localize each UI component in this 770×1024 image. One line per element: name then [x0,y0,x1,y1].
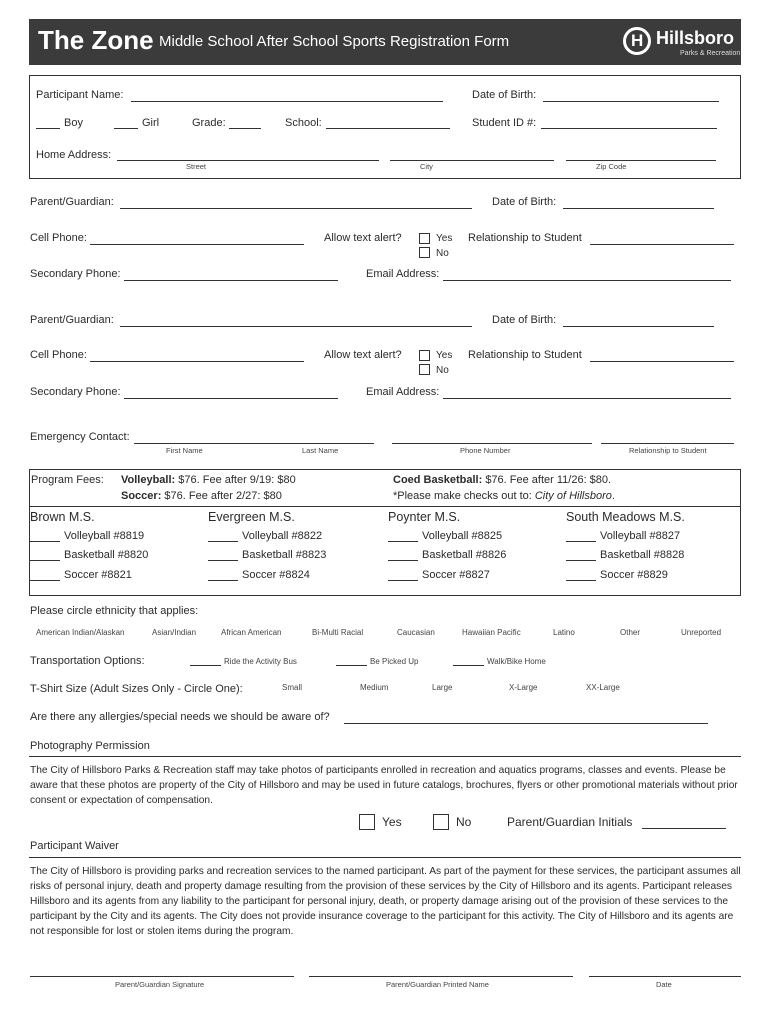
guardian1-text-alert-no-label: No [436,248,449,259]
emergency-contact-label: Emergency Contact: [30,431,130,443]
tshirt-size-option[interactable]: Large [432,683,453,692]
volleyball-fee: Volleyball: $76. Fee after 9/19: $80 [121,474,296,486]
ethnicity-option[interactable]: Unreported [681,628,722,637]
poynter-basketball-field[interactable] [388,560,418,561]
evergreen-soccer-field[interactable] [208,580,238,581]
boy-field[interactable] [36,128,60,129]
guardian2-label: Parent/Guardian: [30,314,114,326]
evergreen-basketball-label: Basketball #8823 [242,549,327,561]
emergency-phone-caption: Phone Number [460,446,511,455]
brown-basketball-field[interactable] [30,560,60,561]
photo-yes-label: Yes [382,815,402,829]
ethnicity-option[interactable]: Other [620,628,641,637]
photography-text: The City of Hillsboro Parks & Recreation staff may take photos of participants enrolled in recreation and aquatics programs, classes and events. Please be aware that these photos are property of the City of Hillsboro and may be used in future catalogs, brochures, flyers or other promotional materials without prior consent or expectation of compensation. [30,765,738,806]
printed-name-field[interactable] [309,976,573,977]
ethnicity-option[interactable]: Asian/Indian [152,628,197,637]
basketball-fee: Coed Basketball: $76. Fee after 11/26: $80. [393,474,612,486]
city-field[interactable] [390,160,554,161]
fees-divider [29,506,741,507]
school-field[interactable] [326,128,450,129]
guardian2-cell-field[interactable] [90,361,304,362]
guardian2-email-field[interactable] [443,398,731,399]
ethnicity-option[interactable]: Bi-Multi Racial [312,628,364,637]
participant-dob-field[interactable] [543,101,719,102]
hillsboro-logo-icon: H [623,27,651,55]
home-address-label: Home Address: [36,149,112,161]
student-id-field[interactable] [541,128,717,129]
girl-field[interactable] [114,128,138,129]
form-title: The Zone [38,25,154,55]
photography-heading: Photography Permission [30,740,150,752]
poynter-soccer-label: Soccer #8827 [422,569,490,581]
evergreen-volleyball-label: Volleyball #8822 [242,530,323,542]
initials-field[interactable] [642,828,726,829]
brown-soccer-label: Soccer #8821 [64,569,132,581]
tshirt-label: T-Shirt Size (Adult Sizes Only - Circle One): [30,683,243,695]
photo-no-checkbox[interactable] [433,814,449,830]
boy-label: Boy [64,117,83,129]
logo-name: Hillsboro [656,28,735,48]
form-header [29,19,741,65]
transport-walk-field[interactable] [453,665,484,666]
guardian1-name-field[interactable] [120,208,472,209]
emergency-name-field[interactable] [134,443,374,444]
guardian1-cell-label: Cell Phone: [30,232,87,244]
transport-bus-field[interactable] [190,665,221,666]
poynter-volleyball-field[interactable] [388,541,418,542]
guardian2-text-alert-no-checkbox[interactable] [419,364,430,375]
guardian2-name-field[interactable] [120,326,472,327]
guardian1-text-alert-label: Allow text alert? [324,232,402,244]
guardian1-relationship-label: Relationship to Student [468,232,582,244]
tshirt-size-option[interactable]: Small [282,683,303,692]
school-poynter-name: Poynter M.S. [388,510,461,524]
poynter-basketball-label: Basketball #8826 [422,549,507,561]
guardian2-text-alert-yes-label: Yes [436,350,453,361]
brown-soccer-field[interactable] [30,580,60,581]
guardian1-secondary-field[interactable] [124,280,338,281]
south-meadows-volleyball-field[interactable] [566,541,596,542]
guardian2-relationship-label: Relationship to Student [468,349,582,361]
zip-caption: Zip Code [596,162,627,171]
guardian1-label: Parent/Guardian: [30,196,114,208]
guardian1-cell-field[interactable] [90,244,304,245]
street-field[interactable] [117,160,379,161]
transport-bus-label: Ride the Activity Bus [224,657,297,666]
evergreen-basketball-field[interactable] [208,560,238,561]
guardian2-email-label: Email Address: [366,386,440,398]
participant-name-label: Participant Name: [36,89,124,101]
south-meadows-basketball-label: Basketball #8828 [600,549,685,561]
city-caption: City [420,162,433,171]
emergency-last-caption: Last Name [302,446,339,455]
emergency-phone-field[interactable] [392,443,592,444]
brown-volleyball-label: Volleyball #8819 [64,530,145,542]
guardian1-email-label: Email Address: [366,268,440,280]
ethnicity-option[interactable]: American Indian/Alaskan [36,628,125,637]
program-fees-label: Program Fees: [31,474,104,486]
guardian2-secondary-label: Secondary Phone: [30,386,121,398]
emergency-relationship-field[interactable] [601,443,734,444]
ethnicity-option[interactable]: African American [221,628,282,637]
brown-volleyball-field[interactable] [30,541,60,542]
street-caption: Street [186,162,207,171]
ethnicity-label: Please circle ethnicity that applies: [30,605,199,617]
participant-dob-label: Date of Birth: [472,89,537,101]
signature-field[interactable] [30,976,294,977]
waiver-heading: Participant Waiver [30,840,119,852]
zip-field[interactable] [566,160,716,161]
guardian2-text-alert-label: Allow text alert? [324,349,402,361]
grade-field[interactable] [229,128,261,129]
south-meadows-basketball-field[interactable] [566,560,596,561]
photo-yes-checkbox[interactable] [359,814,375,830]
guardian2-relationship-field[interactable] [590,361,734,362]
guardian1-text-alert-yes-label: Yes [436,233,453,244]
tshirt-size-option[interactable]: XX-Large [586,683,620,692]
school-label: School: [285,117,322,129]
guardian1-dob-label: Date of Birth: [492,196,557,208]
checks-note: *Please make checks out to: City of Hillsboro. [393,490,615,502]
south-meadows-soccer-field[interactable] [566,580,596,581]
guardian2-secondary-field[interactable] [124,398,338,399]
evergreen-soccer-label: Soccer #8824 [242,569,310,581]
signature-caption: Parent/Guardian Signature [115,980,205,989]
date-field[interactable] [589,976,741,977]
logo-subtitle: Parks & Recreation [680,50,741,57]
photo-no-label: No [456,815,472,829]
ethnicity-option[interactable]: Hawaiian Pacific [462,628,521,637]
guardian1-text-alert-yes-checkbox[interactable] [419,233,430,244]
participant-name-field[interactable] [131,101,443,102]
allergies-field[interactable] [344,723,708,724]
guardian2-cell-label: Cell Phone: [30,349,87,361]
transportation-label: Transportation Options: [30,655,145,667]
guardian2-dob-field[interactable] [563,326,714,327]
school-brown-name: Brown M.S. [30,510,95,524]
ethnicity-option[interactable]: Latino [553,628,575,637]
emergency-first-caption: First Name [166,446,203,455]
evergreen-volleyball-field[interactable] [208,541,238,542]
date-caption: Date [656,980,672,989]
guardian1-relationship-field[interactable] [590,244,734,245]
guardian2-text-alert-no-label: No [436,365,449,376]
form-subtitle: Middle School After School Sports Registration Form [159,33,510,50]
guardian1-dob-field[interactable] [563,208,714,209]
initials-label: Parent/Guardian Initials [507,815,633,829]
brown-basketball-label: Basketball #8820 [64,549,149,561]
waiver-rule [29,857,741,858]
guardian2-text-alert-yes-checkbox[interactable] [419,350,430,361]
participant-section [29,75,741,179]
emergency-relationship-caption: Relationship to Student [629,446,707,455]
allergies-label: Are there any allergies/special needs we should be aware of? [30,711,330,723]
south-meadows-soccer-label: Soccer #8829 [600,569,668,581]
transport-pickup-field[interactable] [336,665,367,666]
school-south-meadows-name: South Meadows M.S. [566,510,685,524]
student-id-label: Student ID #: [472,117,537,129]
school-evergreen-name: Evergreen M.S. [208,510,295,524]
tshirt-size-option[interactable]: Medium [360,683,389,692]
guardian1-text-alert-no-checkbox[interactable] [419,247,430,258]
transport-pickup-label: Be Picked Up [370,657,419,666]
poynter-volleyball-label: Volleyball #8825 [422,530,503,542]
poynter-soccer-field[interactable] [388,580,418,581]
guardian1-secondary-label: Secondary Phone: [30,268,121,280]
printed-name-caption: Parent/Guardian Printed Name [386,980,489,989]
photography-rule [29,756,741,757]
tshirt-size-option[interactable]: X-Large [509,683,538,692]
guardian1-email-field[interactable] [443,280,731,281]
guardian2-dob-label: Date of Birth: [492,314,557,326]
waiver-text: The City of Hillsboro is providing parks and recreation services to the named participant. As part of the payment for these services, the participant assumes all risks of personal injury, death and property damage resulting from the provision of these services by the City of Hillsboro and its agents. Participant releases Hillsboro and its agents from any liability to the participant for personal injury, death, or property damage arising out of the provision of these services to the participant by the City and its agents. The City does not provide insurance coverage to the participant for this activity. The City of Hillsboro and its agents are not responsible for lost or stolen items during the program. [30,866,741,937]
soccer-fee: Soccer: $76. Fee after 2/27: $80 [121,490,282,502]
grade-label: Grade: [192,117,226,129]
girl-label: Girl [142,117,160,129]
south-meadows-volleyball-label: Volleyball #8827 [600,530,681,542]
transport-walk-label: Walk/Bike Home [487,657,546,666]
ethnicity-option[interactable]: Caucasian [397,628,435,637]
